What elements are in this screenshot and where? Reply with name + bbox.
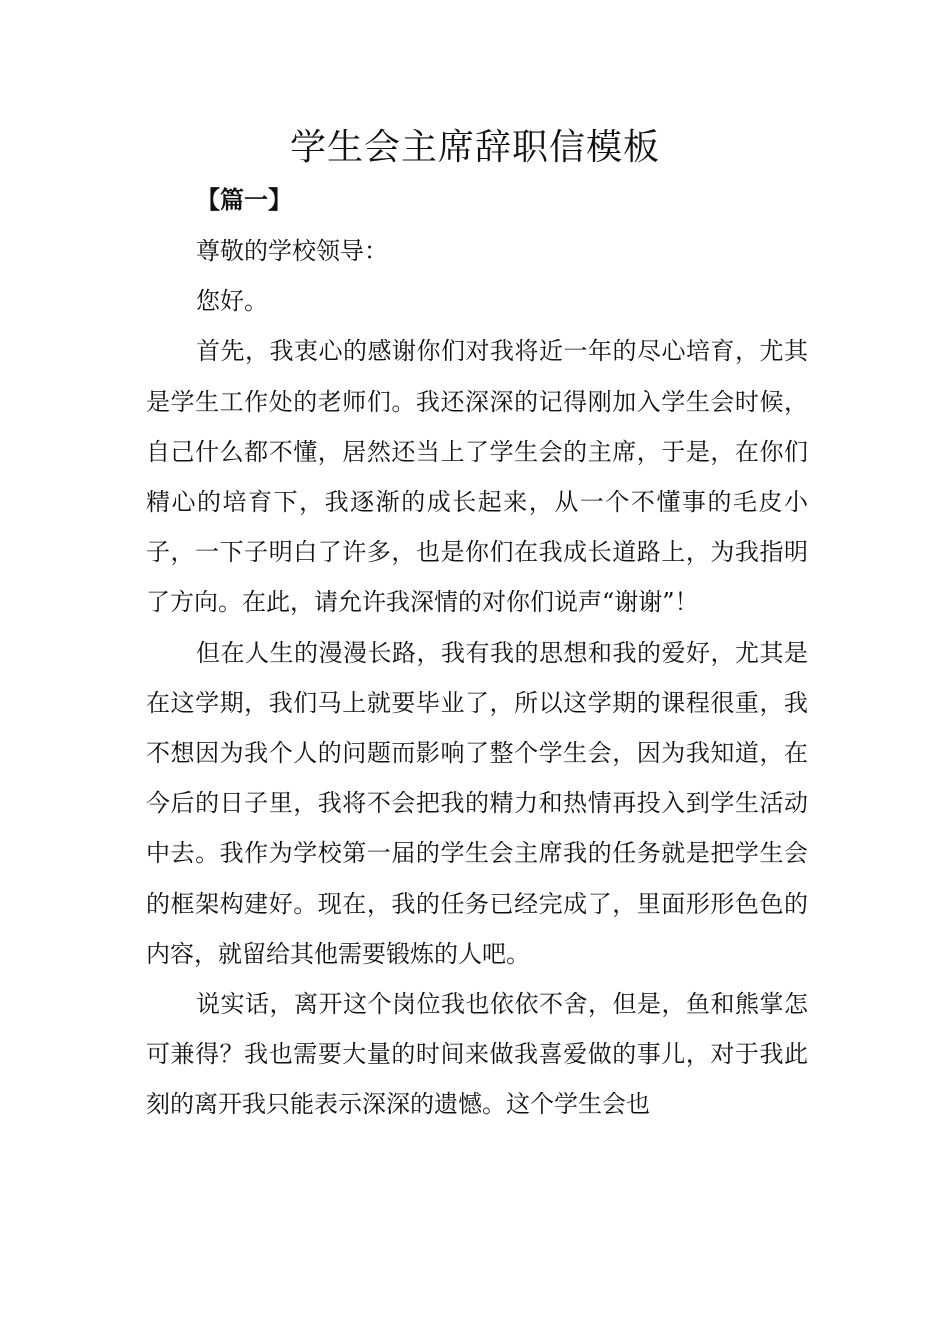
paragraph-2: 但在人生的漫漫长路，我有我的思想和我的爱好，尤其是在这学期，我们马上就要毕业了，所以这学期的课程很重，我不想因为我个人的问题而影响了整个学生会，因为我知道，在今后的日子里，我将不会把我的精力和热情再投入到学生活动中去。我作为学校第一届的学生会主席我的任务就是把学生会的框架构建好。现在，我的任务已经完成了，里面形形色色的内容，就留给其他需要锻炼的人吧。 — [146, 638, 808, 968]
greeting: 您好。 — [196, 287, 268, 316]
letter-body — [146, 226, 808, 1130]
salutation: 尊敬的学校领导： — [196, 237, 388, 265]
paragraph-1: 首先，我衷心的感谢你们对我将近一年的尽心培育，尤其是学生工作处的老师们。我还深深的记得刚加入学生会时候，自己什么都不懂，居然还当上了学生会的主席，于是，在你们精心的培育下，我逐渐的成长起来，从一个不懂事的毛皮小子，一下子明白了许多，也是你们在我成长道路上，为我指明了方向。在此，请允许我深情的对你们说声“谢谢”！ — [146, 337, 808, 617]
document-title: 学生会主席辞职信模板 — [289, 127, 660, 168]
paragraph-3: 说实话，离开这个岗位我也依依不舍，但是，鱼和熊掌怎可兼得？我也需要大量的时间来做我喜爱做的事儿，对于我此刻的离开我只能表示深深的遗憾。这个学生会也 — [146, 990, 808, 1119]
section-label: 【篇一】 — [196, 185, 292, 214]
